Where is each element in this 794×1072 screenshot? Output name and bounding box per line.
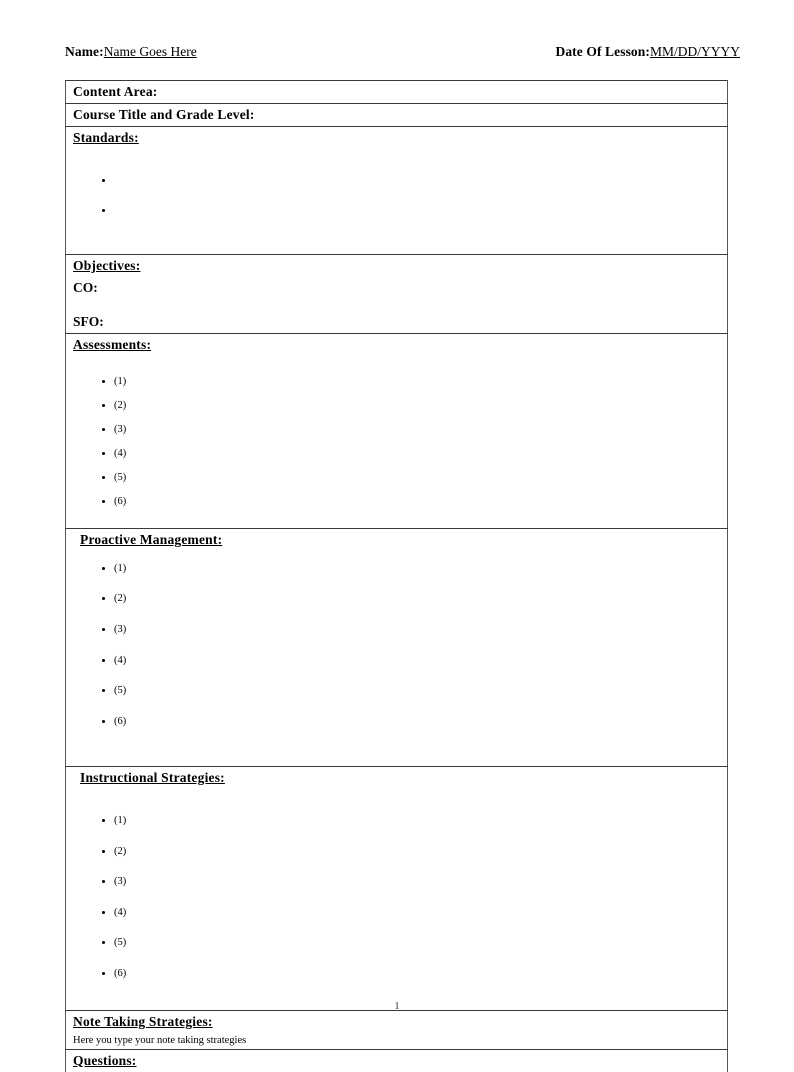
list-item[interactable]: • (3): [114, 624, 727, 636]
list-item[interactable]: • (2): [114, 593, 727, 605]
cell-course-title[interactable]: [66, 104, 728, 127]
name-label: Name:: [65, 44, 104, 59]
cell-assessments[interactable]: [66, 334, 728, 529]
list-item[interactable]: • (2): [114, 400, 727, 412]
content-area-title: Content Area:: [73, 84, 158, 99]
cell-questions[interactable]: [66, 1049, 728, 1072]
date-of-lesson-label: Date Of Lesson:: [555, 44, 650, 59]
table-row-standards: [66, 127, 728, 255]
standards-spacer: [66, 149, 727, 175]
note-taking-strategies-placeholder[interactable]: Here you type your note taking strategies: [73, 1035, 247, 1047]
table-row-objectives: [66, 255, 728, 334]
standards-bullet-list: [66, 175, 727, 216]
list-item[interactable]: [114, 175, 727, 187]
table-row-course-title: [66, 104, 728, 127]
list-item[interactable]: • (1): [114, 563, 727, 575]
standards-bottom-spacer: [66, 234, 727, 254]
instructional-strategies-bullet-list: [66, 815, 727, 979]
name-field-group: [65, 44, 197, 60]
list-item[interactable]: • (3): [114, 876, 727, 888]
list-item[interactable]: • (5): [114, 685, 727, 697]
table-row-questions: [66, 1049, 728, 1072]
note-taking-strategies-title: Note Taking Strategies:: [73, 1014, 213, 1030]
list-item[interactable]: • (6): [114, 496, 727, 508]
list-item[interactable]: • (1): [114, 376, 727, 388]
objectives-title: Objectives:: [73, 258, 141, 274]
table-row-instructional-strategies: [66, 767, 728, 1011]
list-item[interactable]: [114, 205, 727, 217]
table-row-content-area: [66, 81, 728, 104]
instructional-strategies-spacer: [66, 789, 727, 815]
table-row-proactive-management: [66, 528, 728, 766]
lesson-plan-table: [65, 80, 728, 1072]
questions-title: Questions:: [73, 1052, 137, 1068]
proactive-management-title: Proactive Management:: [80, 531, 223, 547]
cell-note-taking-strategies[interactable]: [66, 1011, 728, 1049]
list-item[interactable]: • (2): [114, 846, 727, 858]
cell-objectives[interactable]: [66, 255, 728, 334]
assessments-spacer: [66, 356, 727, 376]
cell-proactive-management[interactable]: [66, 528, 728, 766]
objectives-spacer: [66, 299, 727, 311]
table-row-assessments: [66, 334, 728, 529]
proactive-management-bullet-list: [66, 563, 727, 727]
cell-content-area[interactable]: [66, 81, 728, 104]
document-header: [65, 44, 740, 60]
proactive-management-spacer: [66, 551, 727, 563]
table-row-note-taking-strategies: [66, 1011, 728, 1049]
list-item[interactable]: • (3): [114, 424, 727, 436]
list-item[interactable]: • (6): [114, 968, 727, 980]
page-number: 1: [394, 1000, 400, 1012]
list-item[interactable]: • (4): [114, 907, 727, 919]
assessments-bottom-spacer: [66, 508, 727, 528]
name-value[interactable]: Name Goes Here: [103, 44, 197, 59]
list-item[interactable]: • (4): [114, 448, 727, 460]
cell-standards[interactable]: [66, 127, 728, 255]
proactive-management-bottom-spacer: [66, 746, 727, 766]
standards-title: Standards:: [73, 130, 139, 145]
assessments-title: Assessments:: [73, 337, 152, 353]
objectives-co-label: CO:: [73, 280, 98, 296]
date-field-group: [555, 44, 740, 60]
list-item[interactable]: • (1): [114, 815, 727, 827]
date-of-lesson-value[interactable]: MM/DD/YYYY: [649, 44, 740, 59]
assessments-bullet-list: [66, 376, 727, 508]
list-item[interactable]: • (5): [114, 472, 727, 484]
instructional-strategies-title: Instructional Strategies:: [80, 770, 225, 786]
objectives-sfo-label: SFO:: [73, 314, 104, 330]
list-item[interactable]: • (4): [114, 655, 727, 667]
list-item[interactable]: • (5): [114, 937, 727, 949]
cell-instructional-strategies[interactable]: [66, 767, 728, 1011]
course-title-and-grade-level-title: Course Title and Grade Level:: [73, 107, 255, 122]
list-item[interactable]: • (6): [114, 716, 727, 728]
